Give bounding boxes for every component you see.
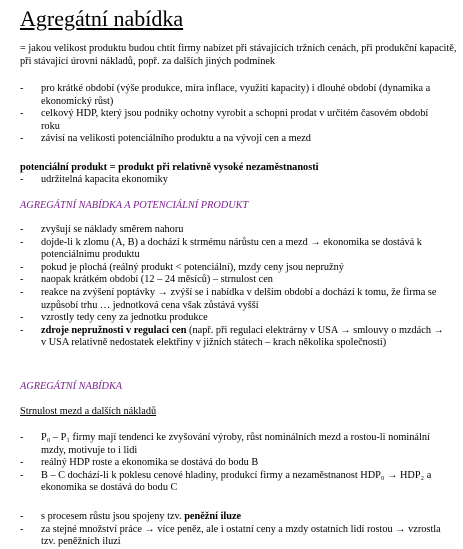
page-title: Agregátní nabídka	[20, 6, 184, 31]
list-potential-product	[20, 174, 441, 187]
list-item: - s procesem růstu jsou spojeny tzv. peněžní iluze	[20, 511, 242, 522]
section-heading-supply-potential: AGREGÁTNÍ NABÍDKA A POTENCIÁLNÍ PRODUKT	[20, 200, 249, 211]
list-item: - naopak krátkém období (12 – 24 měsíců) – strnulost cen	[20, 274, 273, 286]
list-item: - pokud je plochá (reálný produkt < potenciální), mzdy ceny jsou nepružný	[20, 261, 344, 273]
list-rigidity	[20, 432, 446, 495]
subheading-rigidity: Strnulost mezd a dalších nákladů	[20, 406, 157, 417]
list-supply-potential	[20, 224, 446, 350]
list-item: - za stejné množství práce → více peněz, ale i ostatní ceny a mzdy ostatních lidí rostou → vzrostla tzv. peněžních iluzí	[20, 523, 441, 548]
list-item: - celkový HDP, který jsou podniky ochotny vyrobit a schopni prodat v určitém časovém období roku	[20, 108, 429, 132]
potential-product-heading: potenciální produkt = produkt při relativně vysoké nezaměstnanosti	[20, 162, 319, 173]
list-item: - reálný HDP roste a ekonomika se dostává do bodu B	[20, 457, 259, 469]
list-item: - reakce na zvýšení poptávky → zvýší se i nabídka v delším období a dochází k tomu, že firma se uzpůsobí trhu … jednotková cena však zůstává vyšší	[20, 286, 437, 311]
list-item: - B – C dochází-li k poklesu cenové hladiny, produkcí firmy a nezaměstnanost HDP₀ → HDP₂ a ekonomika se dostává do bodu C	[20, 469, 432, 494]
list-item: - závisí na velikosti potenciálního produktu a na vývoji cen a mezd	[20, 133, 311, 145]
list-item: - vzrostly tedy ceny za jednotku produkce	[20, 312, 208, 324]
list-item: - zdroje nepružnosti v regulaci cen (např. při regulaci elektrárny v USA → smlouvy o mzdách → v USA relativně nedostatek elektřiny v jižních státech – krach několika společností)	[20, 324, 444, 349]
intro-paragraph: = jakou velikost produktu budou chtít firmy nabízet při stávajících tržních cenách, při produkční kapacitě, při stávající úrovni nákladů, popř. za dalších jiných podmínek	[20, 43, 457, 67]
list-money-illusion	[20, 511, 446, 549]
list-item: - P₀ – P₁ firmy mají tendenci ke zvyšování výroby, růst nominálních mezd a rostou-li nominální mzdy, motivuje to i lidi	[20, 432, 430, 456]
list-item: - pro krátké období (výše produkce, míra inflace, využití kapacity) i dlouhé období (dynamika a ekonomický růst)	[20, 83, 431, 107]
list-item: - udržitelná kapacita ekonomiky	[20, 174, 168, 185]
list-item: - zvyšují se náklady směrem nahoru	[20, 224, 184, 235]
list-item: - dojde-li k zlomu (A, B) a dochází k strmému nárůstu cen a mezd → ekonomika se dostává k potenciálnímu produktu	[20, 236, 422, 261]
list-aggregate-supply	[20, 83, 441, 146]
section-heading-aggregate-supply: AGREGÁTNÍ NABÍDKA	[20, 381, 123, 392]
